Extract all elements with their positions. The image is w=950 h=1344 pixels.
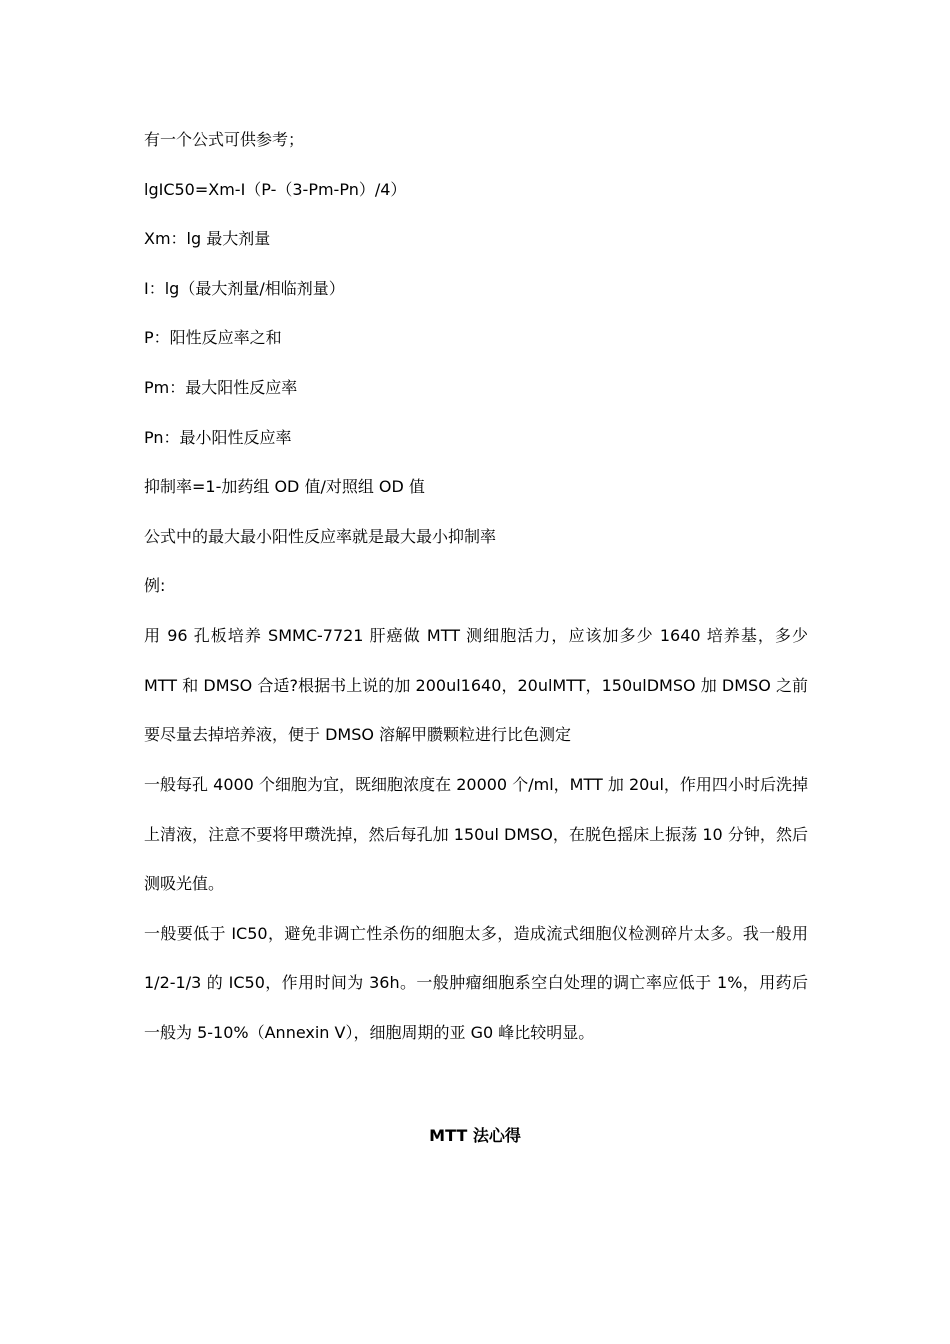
formula-line: lgIC50=Xm-I（P-（3-Pm-Pn）/4） bbox=[144, 179, 407, 199]
intro-line: 有一个公式可供参考； bbox=[144, 130, 305, 149]
paragraph-ic50: 一般要低于 IC50，避免非调亡性杀伤的细胞太多，造成流式细胞仪检测碎片太多。我一般用 1/2-1/3 的 IC50，作用时间为 36h。一般肿瘤细胞系空白处理的调亡率应低于 1%，用药后一般为 5-10%（Annexin V），细胞周期的亚 G0 峰比较明显。 bbox=[144, 923, 808, 1042]
paragraph-cell-count: 一般每孔 4000 个细胞为宜，既细胞浓度在 20000 个/ml，MTT 加 20ul，作用四小时后洗掉上清液，注意不要将甲瓒洗掉，然后每孔加 150ul DMSO，在脱色摇床上振荡 10 分钟，然后测吸光值。 bbox=[144, 774, 808, 894]
inhibition-rate-formula: 抑制率=1-加药组 OD 值/对照组 OD 值 bbox=[144, 477, 425, 497]
formula-definition-i: I：lg（最大剂量/相临剂量） bbox=[144, 278, 345, 298]
formula-definition-p: P：阳性反应率之和 bbox=[144, 328, 282, 348]
formula-note: 公式中的最大最小阳性反应率就是最大最小抑制率 bbox=[144, 526, 497, 546]
formula-definition-pm: Pm：最大阳性反应率 bbox=[144, 377, 298, 397]
paragraph-question: 用 96 孔板培养 SMMC-7721 肝癌做 MTT 测细胞活力，应该加多少 1640 培养基，多少 MTT 和 DMSO 合适?根据书上说的加 200ul1640，20ulMTT，150ulDMSO 加 DMSO 之前要尽量去掉培养液，便于 DMSO 溶解甲臜颗粒进行比色测定 bbox=[144, 626, 808, 745]
formula-definition-xm: Xm：lg 最大剂量 bbox=[144, 229, 271, 249]
section-heading: MTT 法心得 bbox=[429, 1126, 521, 1145]
formula-definition-pn: Pn：最小阳性反应率 bbox=[144, 427, 292, 447]
document-body bbox=[144, 128, 808, 1070]
example-label: 例: bbox=[144, 576, 166, 596]
